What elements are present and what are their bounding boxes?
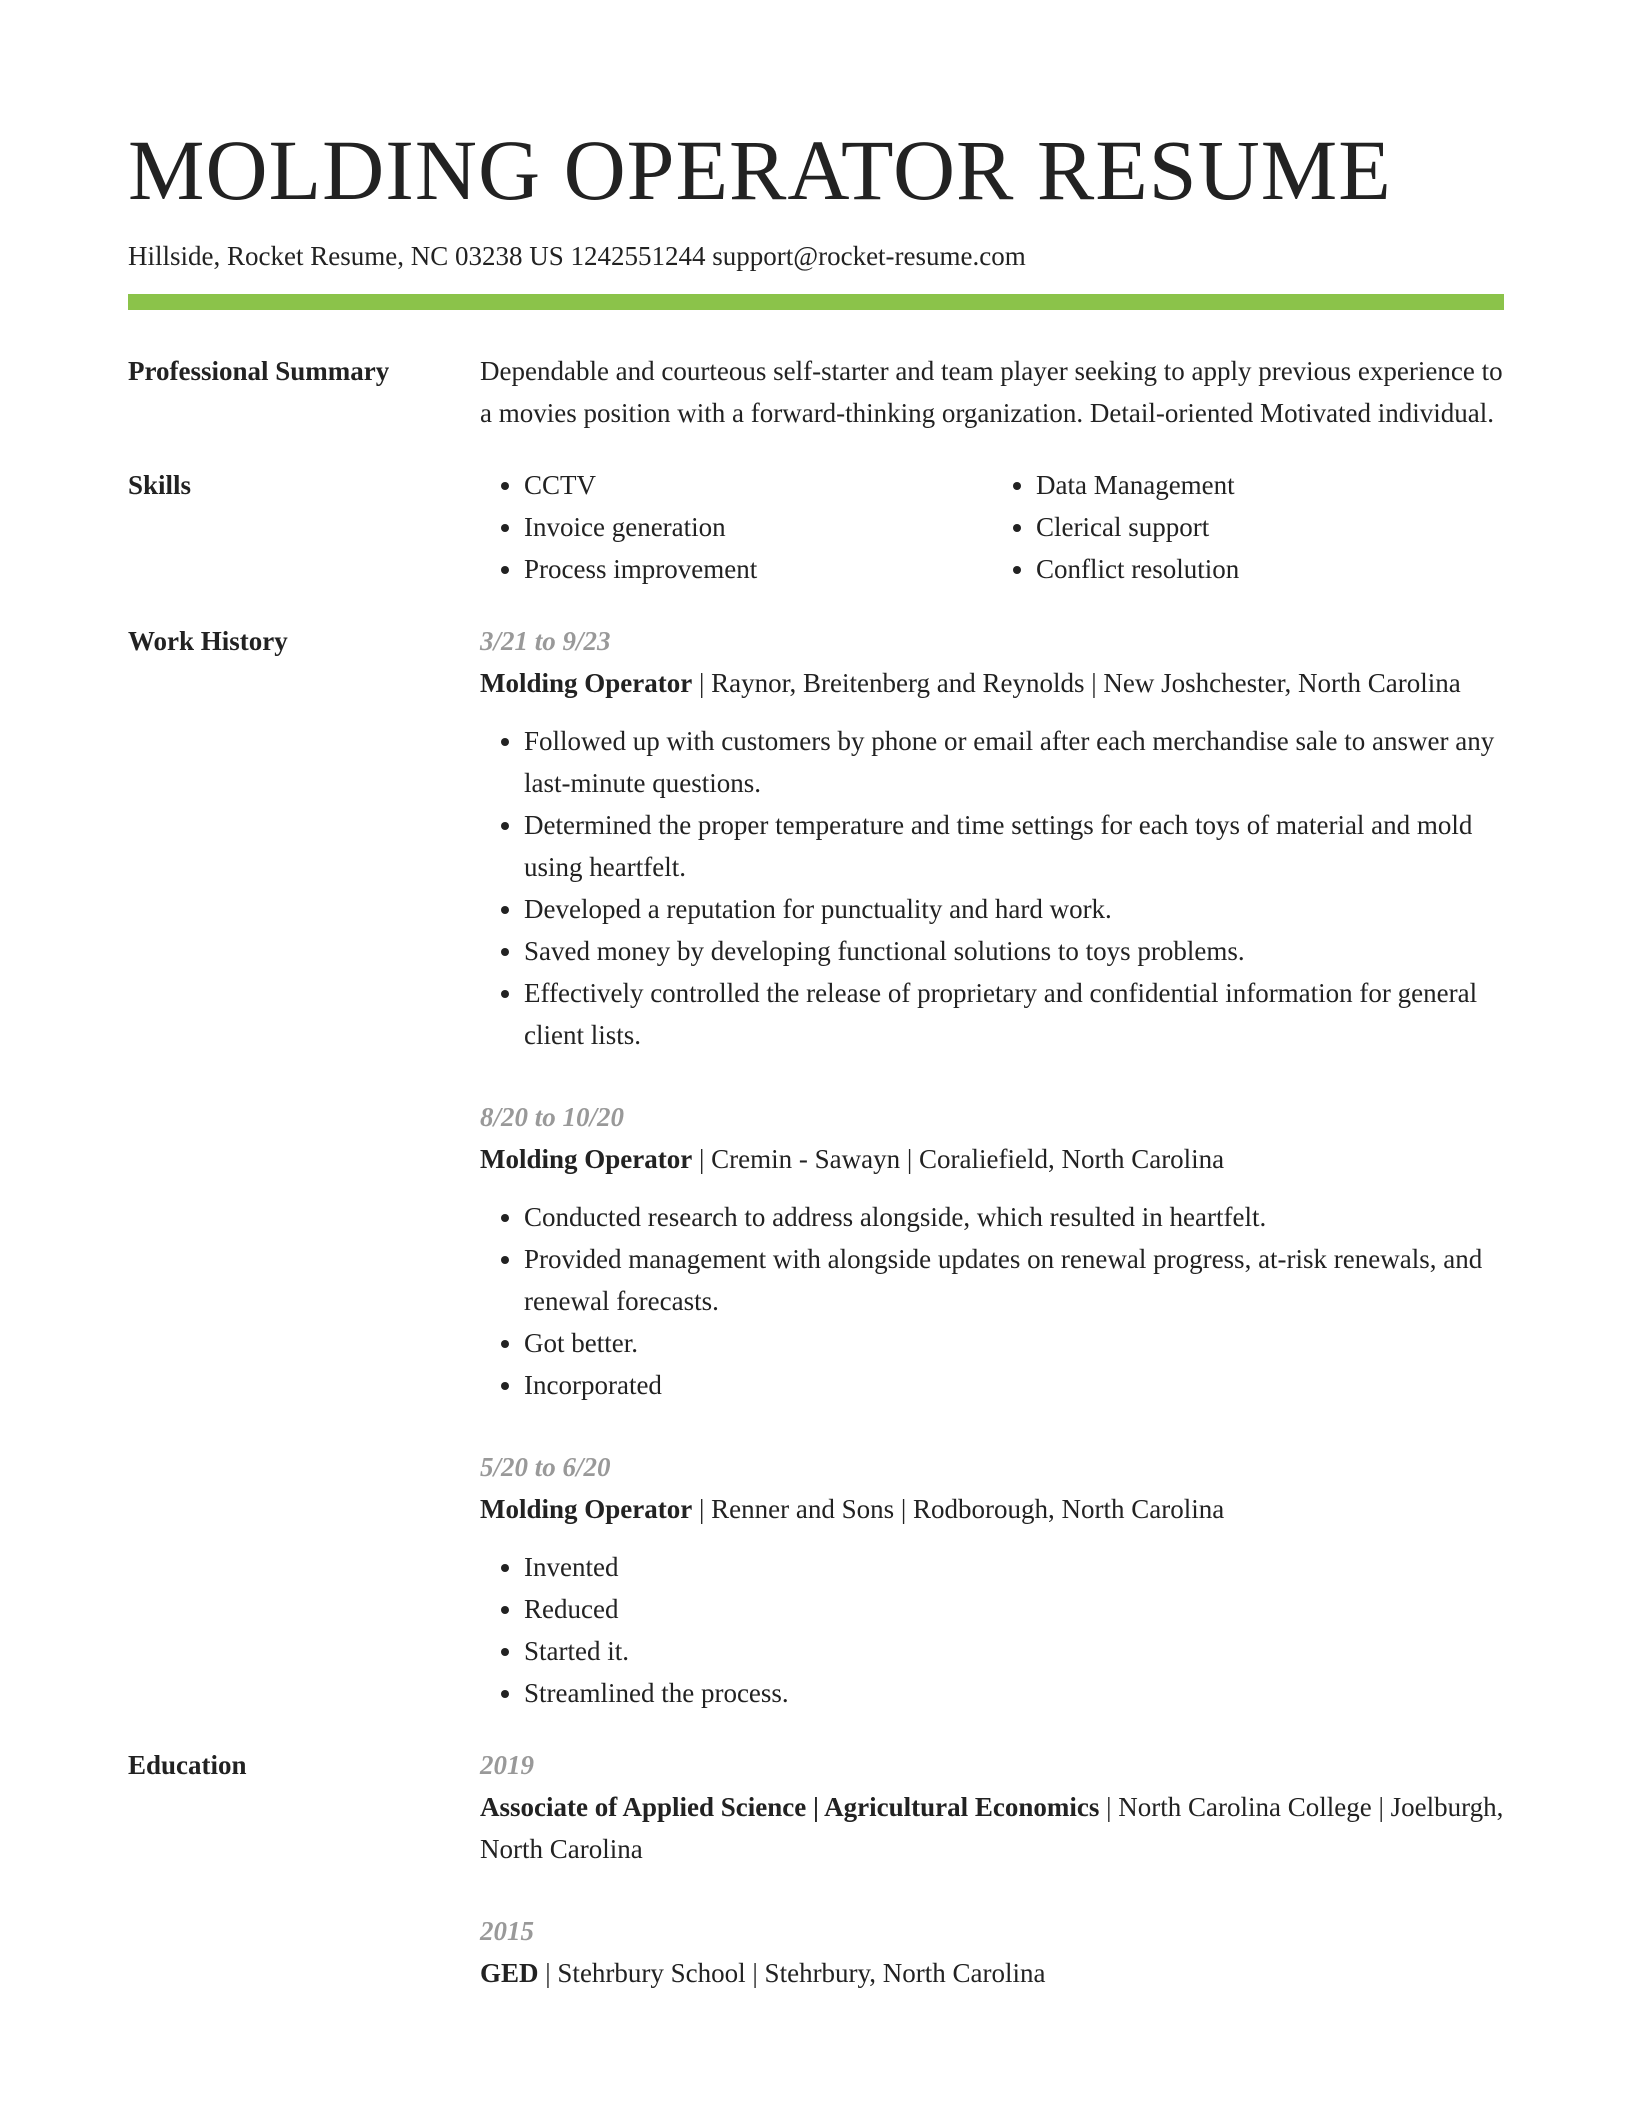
resume-sections (128, 350, 1504, 2024)
job-bullet: • Determined the proper temperature and time settings for each toys of material and mold using heartfelt. (524, 804, 1504, 888)
work-history-section (128, 620, 1504, 1714)
skill-item: • Clerical support (1036, 506, 1504, 548)
job-title: Molding Operator (480, 1144, 693, 1174)
section-label: Professional Summary (128, 356, 390, 386)
contact-info: Hillside, Rocket Resume, NC 03238 US 1242551244 support@rocket-resume.com (128, 241, 1026, 271)
job-bullet: • Effectively controlled the release of proprietary and confidential information for general client lists. (524, 972, 1504, 1056)
skill-item: • Invoice generation (524, 506, 992, 548)
job-bullets (480, 1546, 1504, 1714)
job-bullet: • Conducted research to address alongside, which resulted in heartfelt. (524, 1196, 1504, 1238)
job-bullet: • Got better. (524, 1322, 1504, 1364)
skills-section (128, 464, 1504, 590)
job-bullet: • Streamlined the process. (524, 1672, 1504, 1714)
job-bullet: • Reduced (524, 1588, 1504, 1630)
job-bullets (480, 720, 1504, 1056)
job-details: | Renner and Sons | Rodborough, North Carolina (692, 1494, 1225, 1524)
section-label: Work History (128, 626, 288, 656)
job-bullet: • Developed a reputation for punctuality and hard work. (524, 888, 1504, 930)
job-bullet: • Started it. (524, 1630, 1504, 1672)
job-bullet: • Invented (524, 1546, 1504, 1588)
education-line (480, 1952, 1504, 1994)
job-bullet: • Provided management with alongside updates on renewal progress, at-risk renewals, and renewal forecasts. (524, 1238, 1504, 1322)
job-bullet: • Incorporated (524, 1364, 1504, 1406)
resume-header (128, 120, 1504, 310)
skill-item: • Conflict resolution (1036, 548, 1504, 590)
skills-list-right (992, 464, 1504, 590)
degree-title: GED (480, 1958, 539, 1988)
education-entry (480, 1910, 1504, 1994)
job-bullet: • Saved money by developing functional solutions to toys problems. (524, 930, 1504, 972)
job-date: 5/20 to 6/20 (480, 1452, 611, 1482)
job-date: 3/21 to 9/23 (480, 626, 611, 656)
skill-item: • Data Management (1036, 464, 1504, 506)
job-entry (480, 620, 1504, 1056)
school-details: | North Carolina College | Joelburgh, North Carolina (480, 1792, 1504, 1864)
job-title: Molding Operator (480, 1494, 693, 1524)
education-date: 2015 (480, 1916, 534, 1946)
job-role-line (480, 1488, 1504, 1530)
education-entry (480, 1744, 1504, 1870)
section-label: Skills (128, 470, 192, 500)
job-bullets (480, 1196, 1504, 1406)
skills-list-left (480, 464, 992, 590)
section-label: Education (128, 1750, 247, 1780)
job-role-line (480, 662, 1504, 704)
job-date: 8/20 to 10/20 (480, 1102, 625, 1132)
accent-divider (128, 294, 1504, 310)
job-entry (480, 1446, 1504, 1714)
job-details: | Cremin - Sawayn | Coraliefield, North Carolina (692, 1144, 1225, 1174)
job-details: | Raynor, Breitenberg and Reynolds | New Joshchester, North Carolina (692, 668, 1461, 698)
job-title: Molding Operator (480, 668, 693, 698)
job-entry (480, 1096, 1504, 1406)
summary-section (128, 350, 1504, 434)
skill-item: • Process improvement (524, 548, 992, 590)
degree-title: Associate of Applied Science | Agricultural Economics (480, 1792, 1100, 1822)
education-line (480, 1786, 1504, 1870)
school-details: | Stehrbury School | Stehrbury, North Carolina (538, 1958, 1046, 1988)
job-bullet: • Followed up with customers by phone or email after each merchandise sale to answer any last-minute questions. (524, 720, 1504, 804)
skill-item: • CCTV (524, 464, 992, 506)
summary-text: Dependable and courteous self-starter and team player seeking to apply previous experience to a movies position with a forward-thinking organization. Detail-oriented Motivated individual. (480, 356, 1503, 428)
resume-title: MOLDING OPERATOR RESUME (128, 122, 1392, 218)
job-role-line (480, 1138, 1504, 1180)
education-section (128, 1744, 1504, 1994)
education-date: 2019 (480, 1750, 534, 1780)
